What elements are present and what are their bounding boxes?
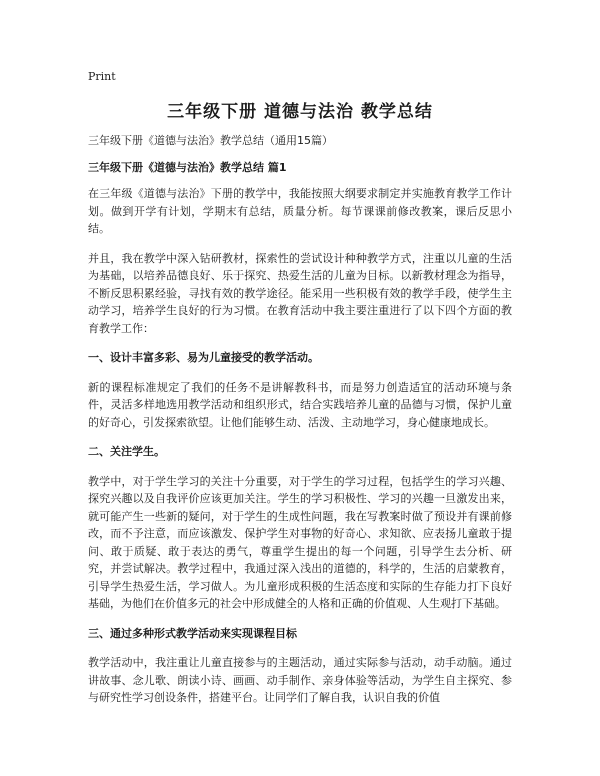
paragraph-intro: 在三年级《道德与法治》下册的教学中，我能按照大纲要求制定并实施教育教学工作计划。做到开学有计划，学期末有总结，质量分析。每节课课前修改教案，课后反思小结。 — [88, 187, 512, 235]
print-link[interactable]: Print — [88, 70, 116, 83]
paragraph-activities: 新的课程标准规定了我们的任务不是讲解教科书，而是努力创造适宜的活动环境与条件，灵活多样地选用教学活动和组织形式，结合实践培养儿童的品德与习惯，保护儿童的好奇心，引发探索欲望。让他们能够生动、活泼、主动地学习，身心健康地成长。 — [88, 380, 512, 429]
document-title: 三年级下册 道德与法治 教学总结 — [167, 102, 433, 122]
paragraph-goals: 教学活动中，我注重让儿童直接参与的主题活动，通过实际参与活动，动手动脑。通过讲故事、念儿歌、朗读小诗、画画、动手制作、亲身体验等活动，为学生自主探究、参与研究性学习创设条件，搭建平台。让同学们了解自我，认识自我的价值 — [88, 656, 512, 704]
paragraph-methods: 并且，我在教学中深入钻研教材，探索性的尝试设计种种教学方式，注重以儿童的生活为基础，以培养品德良好、乐于探究、热爱生活的儿童为目标。以新教材理念为指导，不断反思积累经验，寻找有效的教学途径。能采用一些积极有效的教学手段，使学生主动学习，培养学生良好的行为习惯。在教育活动中我主要注重进行了以下四个方面的教育教学工作： — [88, 251, 512, 335]
section-heading-activities: 一、设计丰富多彩、易为儿童接受的教学活动。 — [88, 351, 319, 364]
article-heading: 三年级下册《道德与法治》教学总结 篇1 — [88, 161, 287, 174]
article-body — [88, 185, 512, 719]
paragraph-students: 教学中，对于学生学习的关注十分重要，对于学生的学习过程，包括学生的学习兴趣、探究兴趣以及自我评价应该更加关注。学生的学习积极性、学习的兴趣一旦激发出来，就可能产生一些新的疑问，对于学生的生成性问题，我在写教案时做了预设并有课前修改，而不予注意，而应该激发、保护学生对事物的好奇心、求知欲、应表扬儿童敢于提问、敢于质疑、敢于表达的勇气，尊重学生提出的每一个问题，引导学生去分析、研究，并尝试解决。教学过程中，我通过深入浅出的道德的，科学的，生活的启蒙教育，引导学生热爱生活，学习做人。为儿童形成积极的生活态度和实际的生存能力打下良好基础，为他们在价值多元的社会中形成健全的人格和正确的价值观、人生观打下基础。 — [88, 474, 512, 610]
section-heading-students: 二、关注学生。 — [88, 445, 165, 458]
document-subtitle: 三年级下册《道德与法治》教学总结（通用15篇） — [88, 134, 333, 147]
section-heading-goals: 三、通过多种形式教学活动来实现课程目标 — [88, 626, 297, 640]
